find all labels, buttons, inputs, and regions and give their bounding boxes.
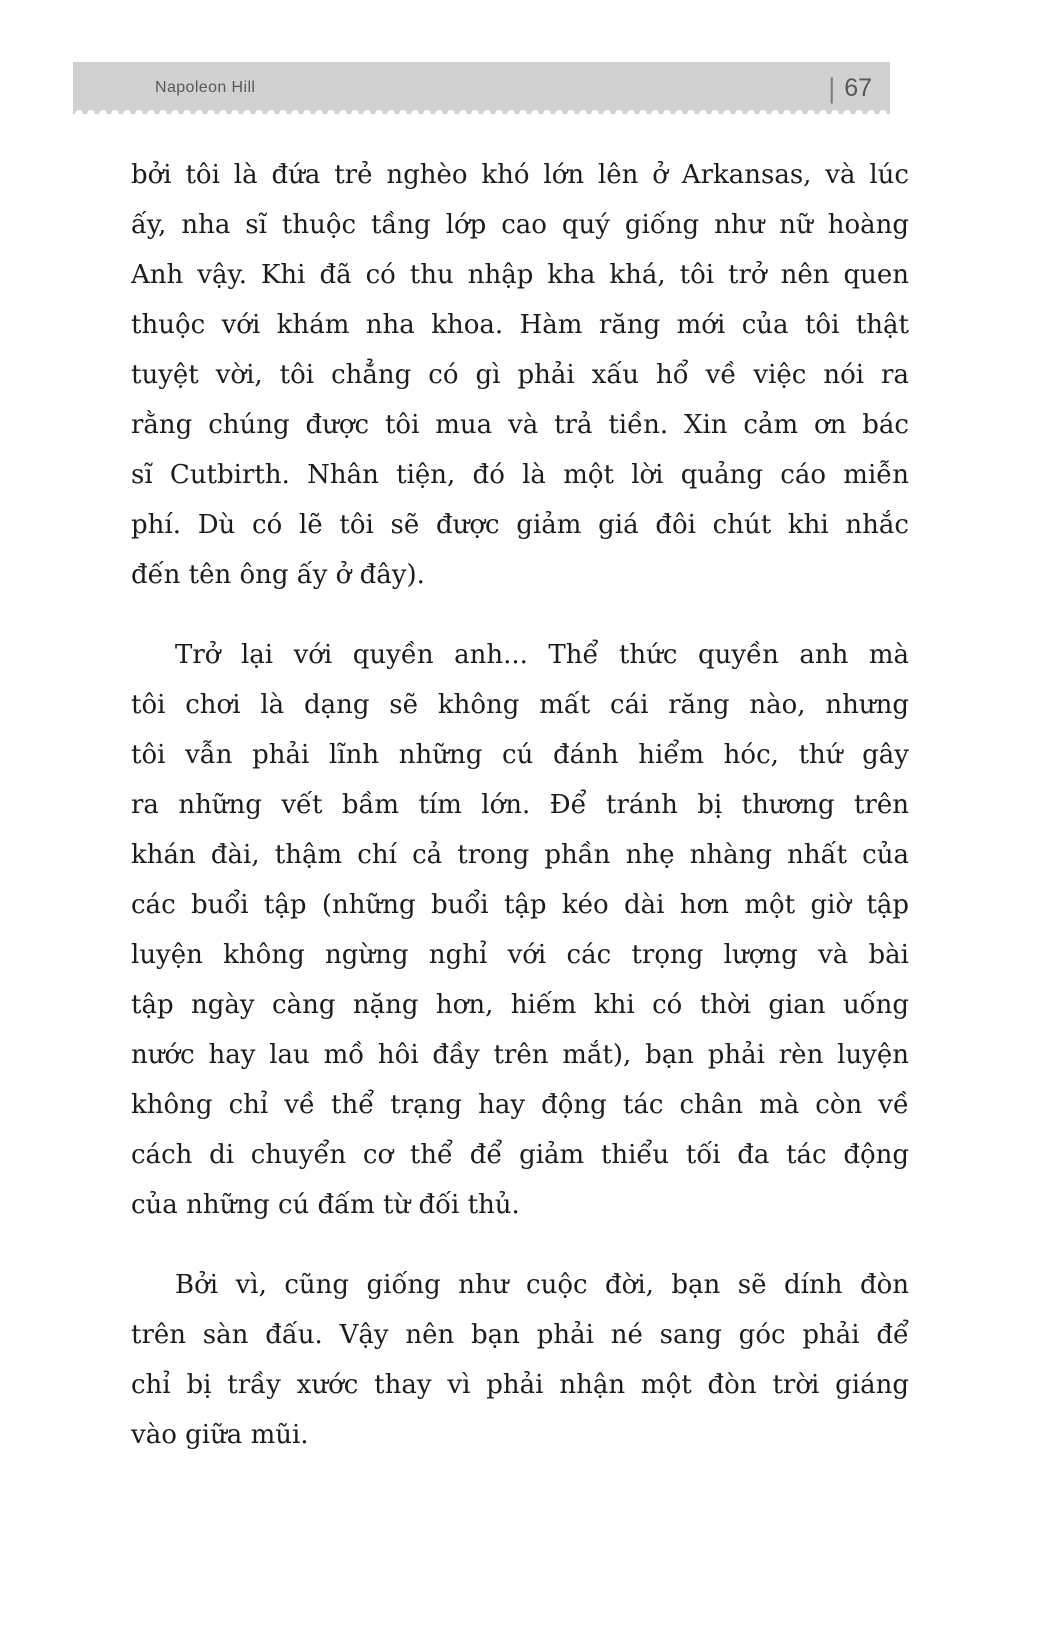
text-line: bởi tôi là đứa trẻ nghèo khó lớn lên ở Arkansas, và lúc bbox=[131, 160, 909, 190]
text-line: đến tên ông ấy ở đây). bbox=[131, 560, 425, 590]
text-line: rằng chúng được tôi mua và trả tiền. Xin cảm ơn bác bbox=[131, 410, 909, 440]
text-line: không chỉ về thể trạng hay động tác chân mà còn về bbox=[131, 1090, 909, 1120]
text-line: nước hay lau mồ hôi đầy trên mắt), bạn phải rèn luyện bbox=[131, 1040, 909, 1070]
text-line: tuyệt vời, tôi chẳng có gì phải xấu hổ về việc nói ra bbox=[131, 360, 909, 390]
text-line: các buổi tập (những buổi tập kéo dài hơn một giờ tập bbox=[131, 890, 909, 920]
text-line: cách di chuyển cơ thể để giảm thiểu tối đa tác động bbox=[131, 1140, 909, 1170]
paragraph-2 bbox=[131, 630, 909, 1230]
page-number-divider: | bbox=[828, 72, 836, 104]
text-line: khán đài, thậm chí cả trong phần nhẹ nhàng nhất của bbox=[131, 840, 909, 870]
page-body bbox=[131, 150, 909, 1460]
paragraph-1 bbox=[131, 150, 909, 600]
text-line: chỉ bị trầy xước thay vì phải nhận một đòn trời giáng bbox=[131, 1370, 909, 1400]
text-line: vào giữa mũi. bbox=[131, 1420, 309, 1450]
text-line: phí. Dù có lẽ tôi sẽ được giảm giá đôi chút khi nhắc bbox=[131, 510, 909, 540]
text-line: ra những vết bầm tím lớn. Để tránh bị thương trên bbox=[131, 790, 909, 820]
page-number: 67 bbox=[844, 73, 872, 102]
text-line: trên sàn đấu. Vậy nên bạn phải né sang góc phải để bbox=[131, 1320, 909, 1350]
text-line: tập ngày càng nặng hơn, hiếm khi có thời gian uống bbox=[131, 990, 909, 1020]
text-line: Anh vậy. Khi đã có thu nhập kha khá, tôi trở nên quen bbox=[131, 260, 909, 290]
text-line: sĩ Cutbirth. Nhân tiện, đó là một lời quảng cáo miễn bbox=[131, 460, 909, 490]
text-line: tôi chơi là dạng sẽ không mất cái răng nào, nhưng bbox=[131, 690, 909, 720]
text-line: luyện không ngừng nghỉ với các trọng lượng và bài bbox=[131, 940, 909, 970]
text-line: thuộc với khám nha khoa. Hàm răng mới của tôi thật bbox=[131, 310, 909, 340]
text-line: Bởi vì, cũng giống như cuộc đời, bạn sẽ dính đòn bbox=[175, 1270, 909, 1300]
text-line: ấy, nha sĩ thuộc tầng lớp cao quý giống như nữ hoàng bbox=[131, 210, 909, 240]
text-line: của những cú đấm từ đối thủ. bbox=[131, 1190, 520, 1220]
text-line: Trở lại với quyền anh... Thể thức quyền anh mà bbox=[175, 640, 909, 670]
page-header bbox=[73, 62, 890, 114]
page-number-group bbox=[828, 72, 872, 104]
header-book-title: Napoleon Hill bbox=[155, 79, 256, 96]
paragraph-3 bbox=[131, 1260, 909, 1460]
text-line: tôi vẫn phải lĩnh những cú đánh hiểm hóc, thứ gây bbox=[131, 740, 909, 770]
